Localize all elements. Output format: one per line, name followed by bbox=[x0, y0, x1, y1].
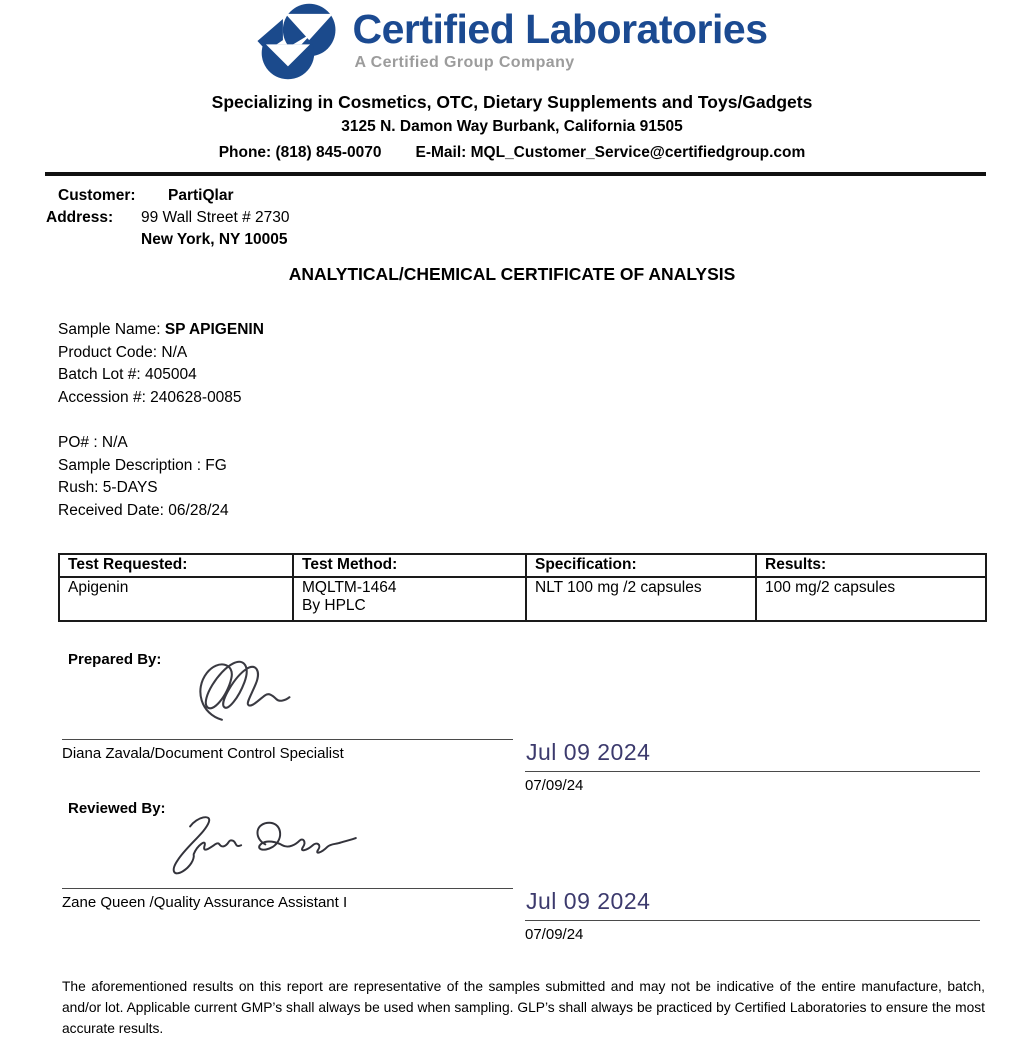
po-number: PO# : N/A bbox=[58, 434, 128, 451]
contact-line bbox=[0, 144, 1024, 162]
cell-results: 100 mg/2 capsules bbox=[756, 577, 986, 621]
reviewed-signer-name: Zane Queen /Quality Assurance Assistant I bbox=[62, 894, 348, 911]
prepared-date-line bbox=[525, 771, 980, 772]
header-divider bbox=[45, 172, 986, 176]
product-code: Product Code: N/A bbox=[58, 343, 188, 361]
results-table bbox=[58, 553, 987, 622]
logo-wordmark: Certified Laboratories bbox=[352, 6, 768, 52]
address-line-1: 99 Wall Street # 2730 bbox=[141, 209, 290, 226]
document-title: ANALYTICAL/CHEMICAL CERTIFICATE OF ANALYSIS bbox=[288, 264, 736, 284]
batch-lot: Batch Lot #: 405004 bbox=[58, 366, 197, 383]
cell-test-method: MQLTM-1464 By HPLC bbox=[293, 577, 526, 621]
sample-description: Sample Description : FG bbox=[58, 456, 227, 474]
reviewed-by-label: Reviewed By: bbox=[68, 800, 166, 817]
sample-name-value: SP APIGENIN bbox=[164, 321, 264, 338]
reviewed-by-section bbox=[0, 800, 1024, 943]
email-address: E-Mail: MQL_Customer_Service@certifiedgroup.com bbox=[415, 144, 806, 161]
received-date: Received Date: 06/28/24 bbox=[58, 501, 229, 519]
reviewed-signature-icon bbox=[165, 803, 380, 883]
reviewed-signature-line bbox=[62, 888, 513, 889]
prepared-signature-icon bbox=[190, 657, 312, 729]
prepared-by-section bbox=[0, 651, 1024, 794]
accession-number: Accession #: 240628-0085 bbox=[58, 388, 242, 406]
sample-name-line bbox=[58, 319, 1024, 342]
specialization-line: Specializing in Cosmetics, OTC, Dietary Supplements and Toys/Gadgets bbox=[211, 92, 813, 112]
customer-label: Customer: bbox=[58, 187, 136, 204]
sample-info-block bbox=[58, 319, 1024, 522]
column-header-results: Results: bbox=[756, 554, 986, 577]
certified-laboratories-logo bbox=[0, 0, 1024, 80]
address-label: Address: bbox=[46, 209, 114, 226]
logo-tagline: A Certified Group Company bbox=[354, 54, 575, 72]
lab-address-line: 3125 N. Damon Way Burbank, California 91505 bbox=[341, 118, 683, 135]
phone-number: Phone: (818) 845-0070 bbox=[218, 144, 382, 161]
customer-block bbox=[0, 185, 1024, 251]
results-table-row bbox=[59, 577, 986, 621]
customer-name: PartiQlar bbox=[168, 187, 234, 204]
column-header-test-method: Test Method: bbox=[293, 554, 526, 577]
prepared-date-written: 07/09/24 bbox=[525, 777, 584, 794]
prepared-signature-line bbox=[62, 739, 513, 740]
certified-laboratories-mark-icon bbox=[256, 2, 342, 80]
rush: Rush: 5-DAYS bbox=[58, 479, 158, 496]
prepared-by-label: Prepared By: bbox=[68, 651, 162, 668]
address-line-2: New York, NY 10005 bbox=[141, 231, 288, 248]
prepared-date-stamp: Jul 09 2024 bbox=[526, 739, 651, 765]
column-header-test-requested: Test Requested: bbox=[59, 554, 293, 577]
disclaimer-text: The aforementioned results on this report are representative of the samples submitted and may not be indicative of the entire manufacture, batch, and/or lot. Applicable current GMP’s shall always be used when sampling. GLP’s shall always be practiced by Certified Laboratories to ensure the most accurate results. bbox=[62, 979, 985, 1036]
results-table-header-row bbox=[59, 554, 986, 577]
reviewed-date-written: 07/09/24 bbox=[525, 926, 584, 943]
reviewed-date-line bbox=[525, 920, 980, 921]
sample-name-label: Sample Name: bbox=[58, 321, 165, 338]
cell-specification: NLT 100 mg /2 capsules bbox=[526, 577, 756, 621]
column-header-specification: Specification: bbox=[526, 554, 756, 577]
prepared-signer-name: Diana Zavala/Document Control Specialist bbox=[62, 745, 344, 762]
cell-test-requested: Apigenin bbox=[59, 577, 293, 621]
reviewed-date-stamp: Jul 09 2024 bbox=[526, 888, 651, 914]
